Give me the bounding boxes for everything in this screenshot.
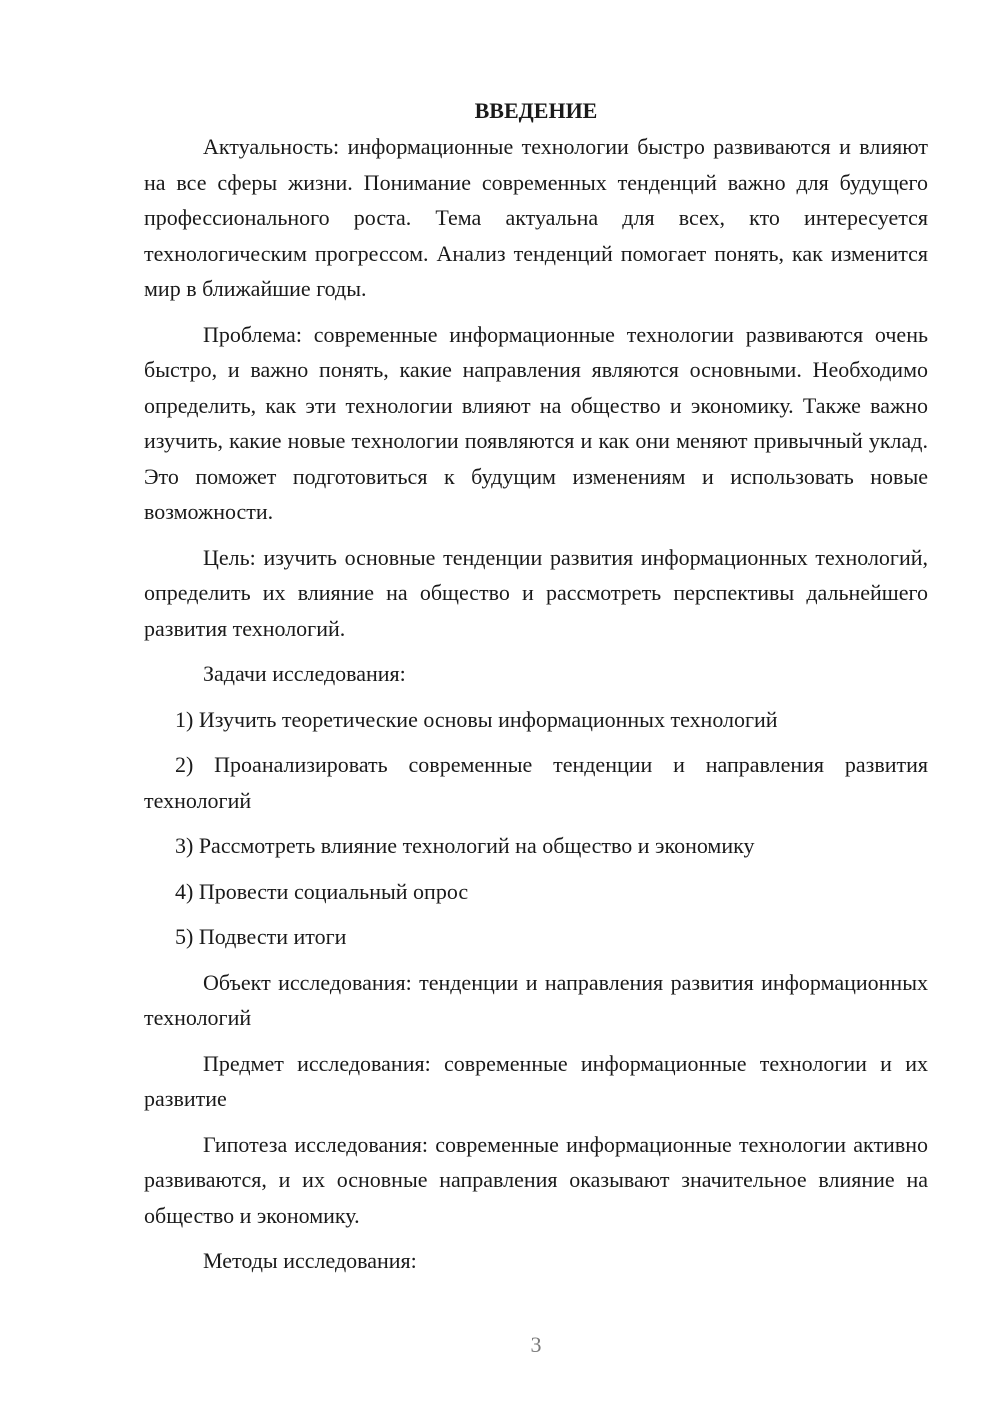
task-item-4: 4) Провести социальный опрос: [175, 878, 469, 904]
task-item-5: 5) Подвести итоги: [175, 924, 347, 949]
relevance-paragraph: Актуальность: информационные технологии быстро развиваются и влияют на все сферы жизни. Понимание современных тенденций важно для будущего профессионального роста. Тема актуальна для всех, кто интересуется технологическим прогрессом. Анализ тенденций помогает понять, как изменится мир в ближайшие годы.: [144, 134, 928, 301]
section-title: ВВЕДЕНИЕ: [474, 98, 598, 123]
object-paragraph: Объект исследования: тенденции и направления развития информационных технологий: [144, 969, 928, 1030]
task-item-3: 3) Рассмотреть влияние технологий на общество и экономику: [175, 833, 755, 858]
page-content: [144, 93, 928, 1289]
tasks-heading: Задачи исследования:: [203, 661, 406, 686]
methods-heading: Методы исследования:: [203, 1248, 417, 1273]
goal-paragraph: Цель: изучить основные тенденции развития информационных технологий, определить их влияние на общество и рассмотреть перспективы дальнейшего развития технологий.: [144, 544, 928, 641]
page-number: 3: [530, 1332, 542, 1357]
task-item-2: 2) Проанализировать современные тенденции и направления развития технологий: [144, 752, 928, 813]
hypothesis-paragraph: Гипотеза исследования: современные информационные технологии активно развиваются, и их основные направления оказывают значительное влияние на общество и экономику.: [144, 1131, 928, 1228]
subject-paragraph: Предмет исследования: современные информационные технологии и их развитие: [144, 1050, 928, 1111]
problem-paragraph: Проблема: современные информационные технологии развиваются очень быстро, и важно понять, какие направления являются основными. Необходимо определить, как эти технологии влияют на общество и экономику. Также важно изучить, какие новые технологии появляются и как они меняют привычный уклад. Это поможет подготовиться к будущим изменениям и использовать новые возможности.: [144, 321, 928, 524]
task-item-1: 1) Изучить теоретические основы информационных технологий: [175, 706, 778, 732]
